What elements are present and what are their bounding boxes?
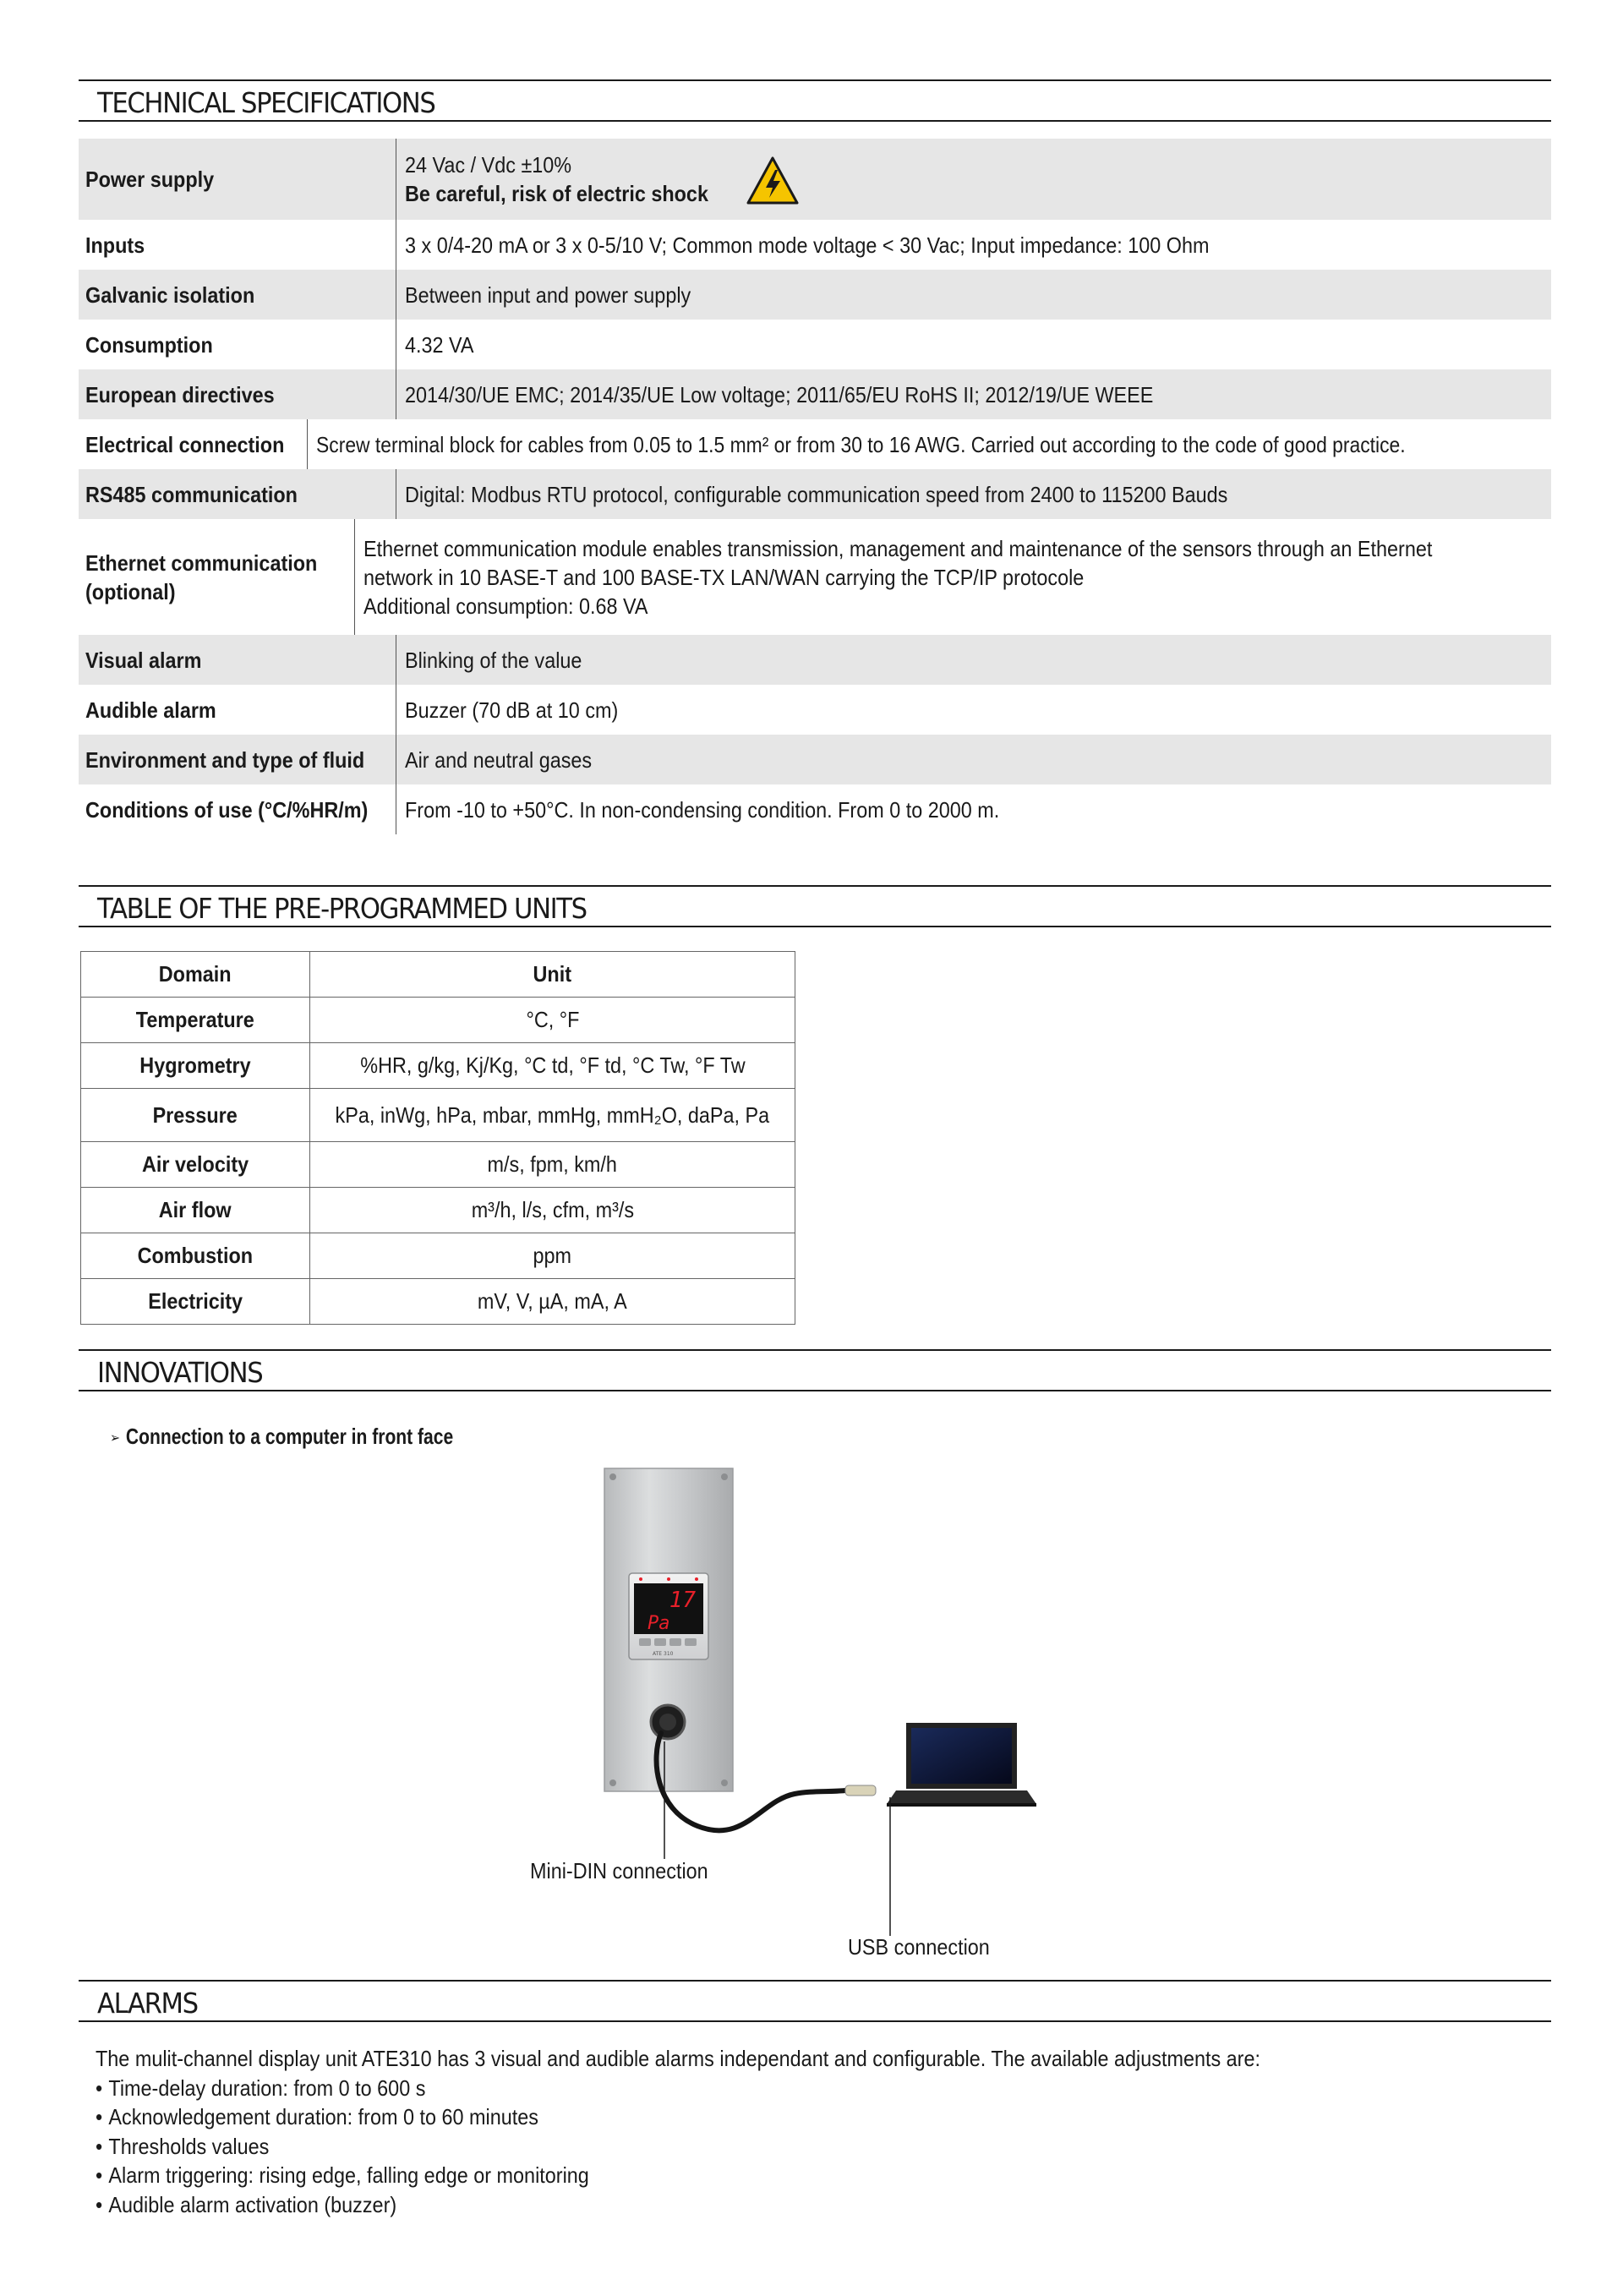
spec-row-power-supply — [79, 139, 1551, 220]
unit-cell: ppm — [310, 1233, 795, 1279]
alarms-title: ALARMS — [97, 1987, 198, 2020]
column-header-domain: Domain — [81, 952, 310, 998]
unit-cell: m/s, fpm, km/h — [310, 1142, 795, 1188]
spec-row-visual-alarm — [79, 635, 1551, 685]
spec-label: Environment and type of fluid — [85, 746, 365, 773]
spec-row-european-directives — [79, 369, 1551, 419]
spec-row-inputs — [79, 220, 1551, 270]
innovations-title: INNOVATIONS — [97, 1356, 263, 1389]
table-row — [81, 1043, 795, 1089]
spec-value: 4.32 VA — [396, 320, 1551, 369]
list-item: • Thresholds values — [96, 2132, 1260, 2162]
spec-value: 24 Vac / Vdc ±10% Be careful, risk of electric shock — [396, 139, 1551, 220]
spec-value: Screw terminal block for cables from 0.05 to 1.5 mm² or from 30 to 16 AWG. Carried out according to the code of good practice. — [307, 419, 1554, 469]
spec-value: Between input and power supply — [396, 270, 1551, 320]
alarms-body — [96, 2044, 1390, 2219]
table-row — [81, 1188, 795, 1233]
mini-din-caption: Mini-DIN connection — [530, 1858, 708, 1883]
innovations-header — [79, 1349, 1551, 1391]
domain-cell: Electricity — [81, 1279, 310, 1325]
tech-specs-header — [79, 79, 1551, 122]
spec-label: Conditions of use (°C/%HR/m) — [85, 796, 369, 823]
usb-caption: USB connection — [848, 1934, 990, 1960]
domain-cell: Air flow — [81, 1188, 310, 1233]
spec-label: European directives — [85, 381, 275, 407]
spec-row-consumption — [79, 320, 1551, 369]
tech-specs-title: TECHNICAL SPECIFICATIONS — [97, 86, 435, 119]
spec-value: Ethernet communication module enables transmission, management and maintenance of the sensors through an Ethernet network in 10 BASE-T and 100 BASE-TX LAN/WAN carrying the TCP/IP protocole Additional consumption: 0.68 VA — [354, 519, 1551, 635]
spec-label: Visual alarm — [85, 647, 202, 673]
spec-label: Power supply — [85, 167, 215, 192]
units-table — [80, 951, 795, 1325]
spec-row-conditions-of-use — [79, 784, 1551, 834]
warning-text: Be careful, risk of electric shock — [405, 181, 708, 206]
alarms-intro: The mulit-channel display unit ATE310 has 3 visual and audible alarms independant and configurable. The available adjustments are: — [96, 2046, 1260, 2071]
spec-value: Blinking of the value — [396, 635, 1551, 685]
spec-label: Consumption — [85, 331, 213, 358]
table-row — [81, 1089, 795, 1142]
domain-cell: Pressure — [81, 1089, 310, 1142]
unit-cell: °C, °F — [310, 998, 795, 1043]
column-header-unit: Unit — [310, 952, 795, 998]
domain-cell: Air velocity — [81, 1142, 310, 1188]
domain-cell: Hygrometry — [81, 1043, 310, 1089]
spec-value: Digital: Modbus RTU protocol, configurable communication speed from 2400 to 115200 Bauds — [396, 469, 1551, 519]
spec-label: Ethernet communication (optional) — [85, 549, 318, 604]
spec-label: Galvanic isolation — [85, 282, 255, 308]
spec-label: Audible alarm — [85, 697, 216, 723]
alarms-header — [79, 1980, 1551, 2022]
list-item: • Acknowledgement duration: from 0 to 60 minutes — [96, 2102, 1260, 2132]
spec-row-galvanic-isolation — [79, 270, 1551, 320]
table-row — [81, 1279, 795, 1325]
unit-cell: mV, V, µA, mA, A — [310, 1279, 795, 1325]
innovation-text: Connection to a computer in front face — [125, 1424, 453, 1449]
device-connection-illustration — [473, 1454, 1065, 1961]
units-table-header-row — [81, 952, 795, 998]
spec-value: 2014/30/UE EMC; 2014/35/UE Low voltage; 2011/65/EU RoHS II; 2012/19/UE WEEE — [396, 369, 1551, 419]
table-row — [81, 998, 795, 1043]
domain-cell: Temperature — [81, 998, 310, 1043]
spec-label: Electrical connection — [85, 431, 285, 457]
units-header — [79, 885, 1551, 927]
device-brand: ATE 310 — [653, 1651, 674, 1657]
spec-row-rs485 — [79, 469, 1551, 519]
list-item: • Audible alarm activation (buzzer) — [96, 2190, 1260, 2220]
spec-value: Buzzer (70 dB at 10 cm) — [396, 685, 1551, 735]
table-row — [81, 1142, 795, 1188]
spec-label: RS485 communication — [85, 481, 298, 507]
spec-value: Air and neutral gases — [396, 735, 1551, 784]
unit-cell: m³/h, l/s, cfm, m³/s — [310, 1188, 795, 1233]
spec-table — [79, 139, 1551, 834]
spec-label: Inputs — [85, 232, 145, 258]
arrow-bullet-icon: ➢ — [110, 1431, 121, 1446]
spec-value: From -10 to +50°C. In non-condensing condition. From 0 to 2000 m. — [396, 784, 1551, 834]
unit-cell: kPa, inWg, hPa, mbar, mmHg, mmH₂O, daPa, Pa — [310, 1089, 795, 1142]
display-unit-text: Pa — [648, 1613, 670, 1634]
spec-row-ethernet — [79, 519, 1551, 635]
display-value: 17 — [669, 1588, 696, 1613]
list-item: • Time-delay duration: from 0 to 600 s — [96, 2074, 1260, 2103]
table-row — [81, 1233, 795, 1279]
spec-row-audible-alarm — [79, 685, 1551, 735]
domain-cell: Combustion — [81, 1233, 310, 1279]
units-title: TABLE OF THE PRE-PROGRAMMED UNITS — [97, 892, 587, 925]
spec-value: 3 x 0/4-20 mA or 3 x 0-5/10 V; Common mode voltage < 30 Vac; Input impedance: 100 Ohm — [396, 220, 1551, 270]
innovation-bullet — [110, 1424, 532, 1450]
spec-row-environment — [79, 735, 1551, 784]
list-item: • Alarm triggering: rising edge, falling edge or monitoring — [96, 2161, 1260, 2190]
spec-row-electrical-connection — [79, 419, 1551, 469]
unit-cell: %HR, g/kg, Kj/Kg, °C td, °F td, °C Tw, °F Tw — [310, 1043, 795, 1089]
